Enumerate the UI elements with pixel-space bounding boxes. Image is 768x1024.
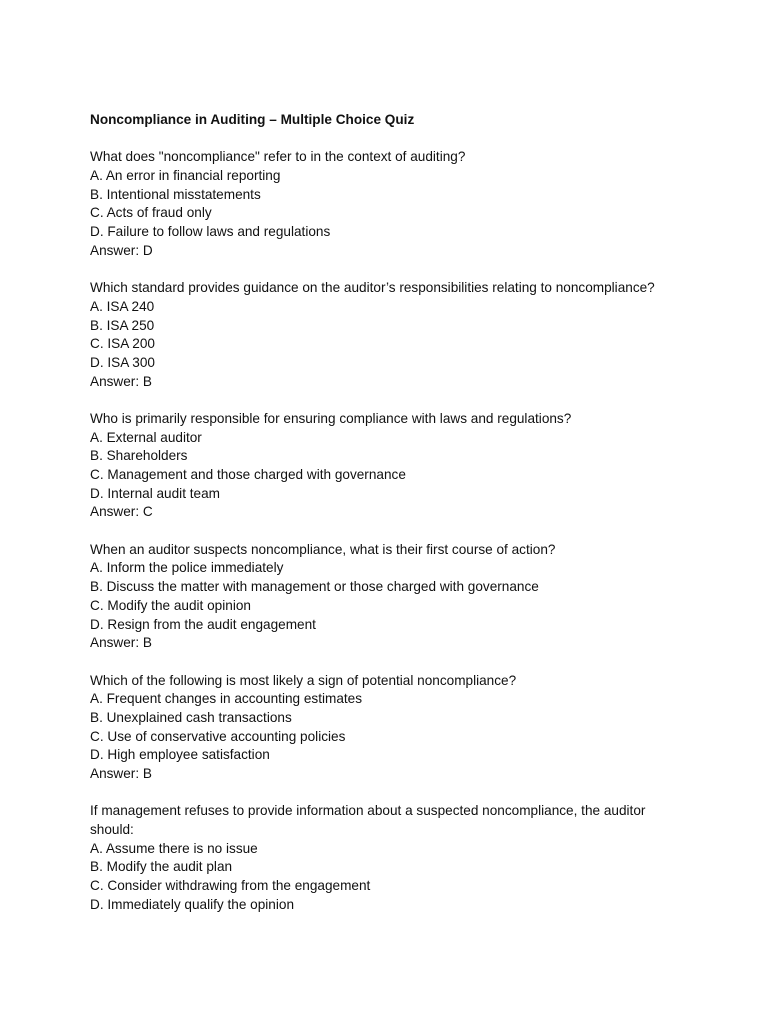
option-c: C. Acts of fraud only [90, 205, 212, 221]
answer-text: Answer: C [90, 504, 153, 520]
option-a: A. Inform the police immediately [90, 560, 284, 576]
option-c: C. ISA 200 [90, 336, 155, 352]
option-b: B. Unexplained cash transactions [90, 709, 292, 725]
question-block-4 [90, 541, 690, 653]
document-page [90, 111, 690, 933]
question-text: Who is primarily responsible for ensuring compliance with laws and regulations? [90, 410, 572, 426]
option-c: C. Use of conservative accounting policies [90, 728, 346, 744]
option-b: B. Modify the audit plan [90, 859, 233, 875]
option-c: C. Modify the audit opinion [90, 597, 251, 613]
quiz-title: Noncompliance in Auditing – Multiple Choice Quiz [90, 112, 415, 127]
answer-text: Answer: B [90, 373, 152, 389]
question-block-2 [90, 279, 690, 391]
option-d: D. Resign from the audit engagement [90, 616, 316, 632]
question-text: Which of the following is most likely a sign of potential noncompliance? [90, 672, 517, 688]
question-text: If management refuses to provide information about a suspected noncompliance, the auditor should: [90, 803, 650, 838]
question-block-5 [90, 672, 690, 784]
option-a: A. External auditor [90, 429, 202, 445]
answer-text: Answer: D [90, 242, 153, 258]
option-d: D. High employee satisfaction [90, 747, 270, 763]
option-a: A. Frequent changes in accounting estimates [90, 691, 363, 707]
option-c: C. Management and those charged with governance [90, 467, 406, 483]
option-b: B. Shareholders [90, 448, 188, 464]
option-c: C. Consider withdrawing from the engagement [90, 878, 371, 894]
question-text: What does "noncompliance" refer to in the context of auditing? [90, 149, 466, 165]
question-block-3 [90, 410, 690, 522]
option-d: D. ISA 300 [90, 354, 155, 370]
question-text: Which standard provides guidance on the auditor’s responsibilities relating to noncompliance? [90, 280, 655, 296]
option-a: A. Assume there is no issue [90, 840, 258, 856]
option-a: A. ISA 240 [90, 298, 155, 314]
option-b: B. Discuss the matter with management or those charged with governance [90, 579, 539, 595]
question-block-6 [90, 802, 690, 914]
option-d: D. Internal audit team [90, 485, 220, 501]
option-b: B. Intentional misstatements [90, 186, 261, 202]
option-a: A. An error in financial reporting [90, 168, 281, 183]
question-text: When an auditor suspects noncompliance, what is their first course of action? [90, 541, 556, 557]
option-b: B. ISA 250 [90, 317, 155, 333]
answer-text: Answer: B [90, 635, 152, 651]
option-d: D. Immediately qualify the opinion [90, 896, 295, 912]
answer-text: Answer: B [90, 766, 152, 782]
option-d: D. Failure to follow laws and regulations [90, 224, 331, 240]
question-block-1 [90, 148, 690, 260]
